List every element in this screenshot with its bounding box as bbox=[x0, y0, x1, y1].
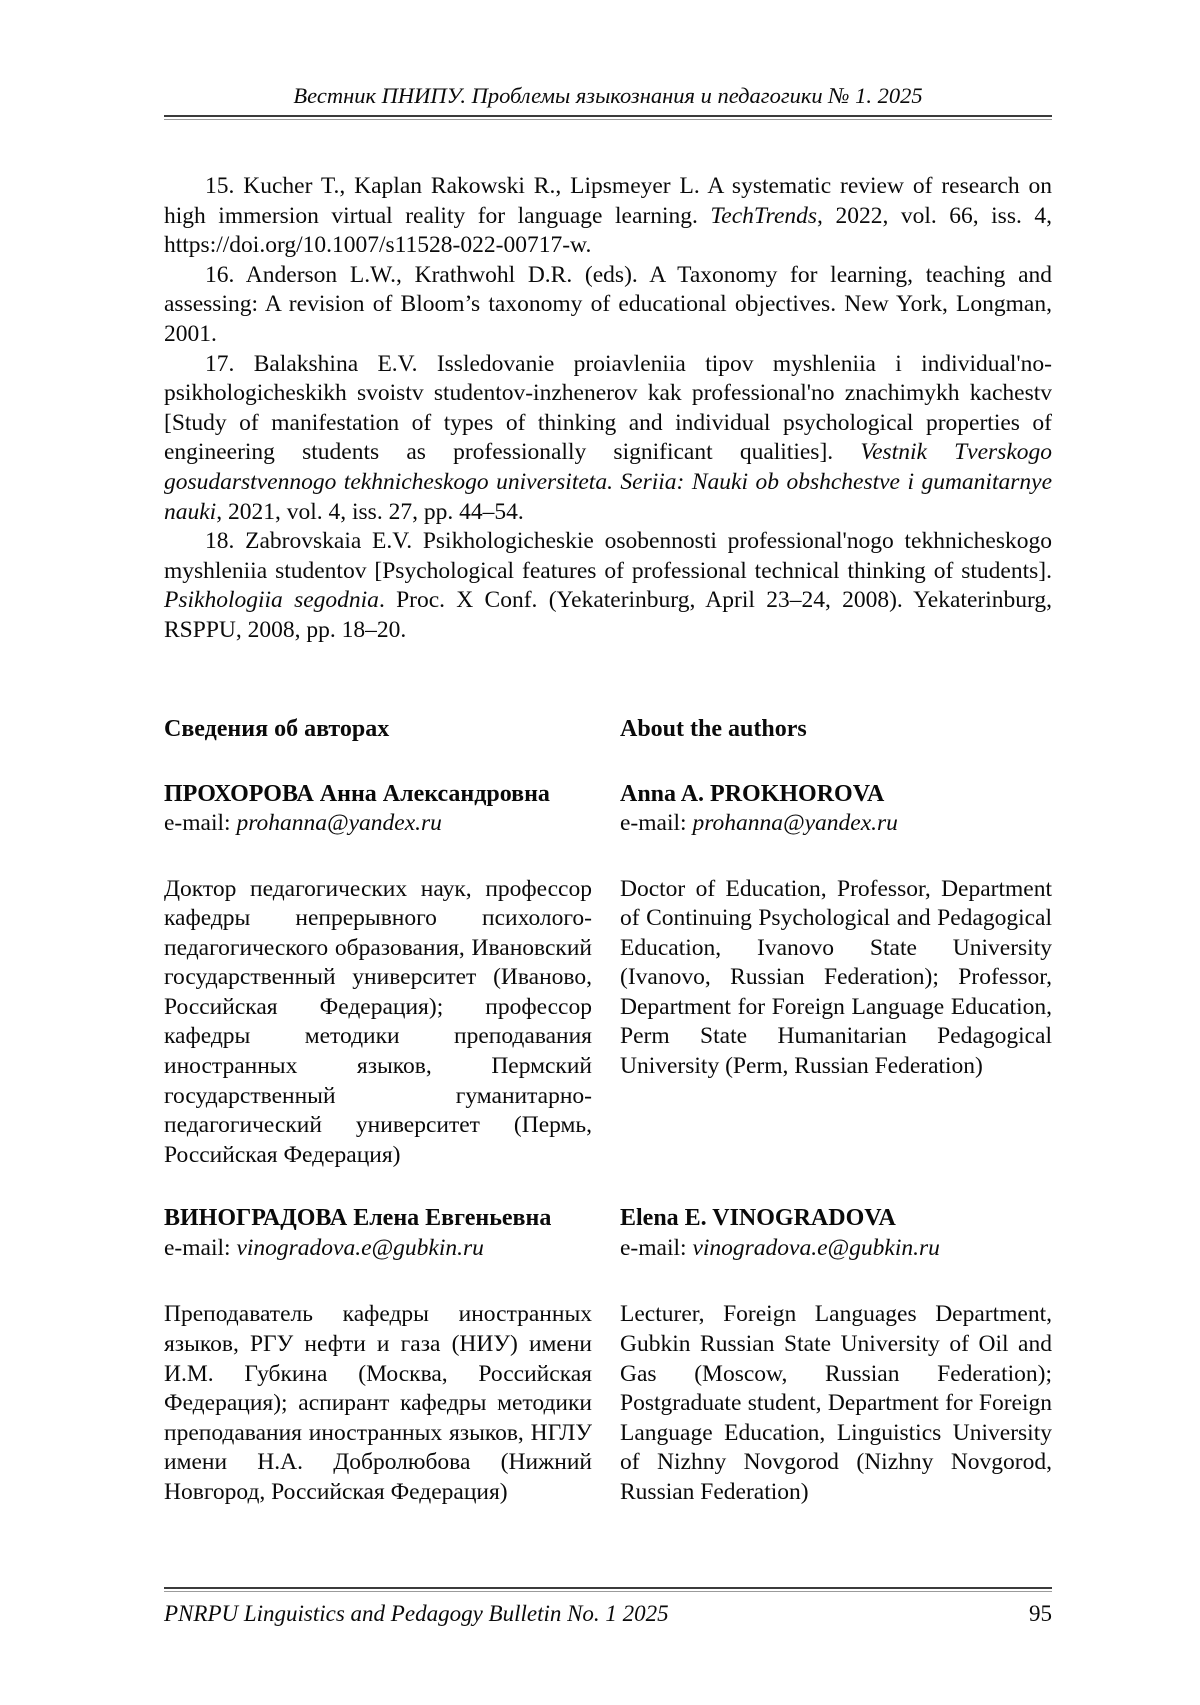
email-label: e-mail: bbox=[620, 810, 693, 836]
author-1-email: prohanna@yandex.ru bbox=[692, 810, 898, 836]
email-label: e-mail: bbox=[164, 1234, 237, 1261]
email-label: e-mail: bbox=[620, 1234, 693, 1261]
author-2-bio-ru: Преподаватель кафедры иностранных языков, РГУ нефти и газа (НИУ) имени И.М. Губкина (Москва, Российская Федерация); аспирант кафедры методики преподавания иностранных языков, НГЛУ имени Н.А. Добролюбова (Нижний Новгород, Российская Федерация) bbox=[164, 1301, 592, 1505]
author-1-name-ru: ПРОХОРОВА Анна Александровна bbox=[164, 780, 550, 807]
reference-item-17: 17. Balakshina E.V. Issledovanie proiavleniia tipov myshleniia i individual'no-psikhologicheskikh svoistv studentov-inzhenerov kak professional'no znachimykh kachestv [Study of manifestation of types of thinking and individual psychological properties of engineering students as professionally significant qualities]. Vestnik Tverskogo gosudarstvennogo tekhnicheskogo universiteta. Seriia: Nauki ob obshchestve i gumanitarnye nauki, 2021, vol. 4, iss. 27, pp. 44–54. bbox=[164, 350, 1052, 525]
email-label: e-mail: bbox=[164, 810, 237, 836]
author-2-name-en: Elena E. VINOGRADOVA bbox=[620, 1205, 896, 1232]
reference-item-15: 15. Kucher T., Kaplan Rakowski R., Lipsmeyer L. A systematic review of research on high immersion virtual reality for language learning. TechTrends, 2022, vol. 66, iss. 4, https://doi.org/10.1007/s11528-022-00717-w. bbox=[164, 173, 1052, 259]
header-rule bbox=[164, 115, 1052, 120]
author-1-bio-en: Doctor of Education, Professor, Department of Continuing Psychological and Pedagogical Education, Ivanovo State University (Ivanovo, Russian Federation); Professor, Department for Foreign Language Education, Perm State Humanitarian Pedagogical University (Perm, Russian Federation) bbox=[620, 875, 1052, 1080]
footer-rule bbox=[164, 1587, 1052, 1592]
reference-item-18: 18. Zabrovskaia E.V. Psikhologicheskie osobennosti professional'nogo tekhnicheskogo myshleniia studentov [Psychological features of professional technical thinking of students]. Psikhologiia segodnia. Proc. X Conf. (Yekaterinburg, April 23–24, 2008). Yekaterinburg, RSPPU, 2008, pp. 18–20. bbox=[164, 528, 1053, 643]
page-footer bbox=[164, 1582, 1052, 1629]
authors-heading-ru: Сведения об авторах bbox=[164, 715, 390, 742]
running-head-title: Вестник ПНИПУ. Проблемы языкознания и педагогики № 1. 2025 bbox=[293, 83, 923, 108]
author-1-email-line-ru bbox=[164, 809, 592, 839]
author-2-email: vinogradova.e@gubkin.ru bbox=[692, 1234, 940, 1261]
author-2-bio-en: Lecturer, Foreign Languages Department, Gubkin Russian State University of Oil and Gas (Moscow, Russian Federation); Postgraduate student, Department for Foreign Language Education, Linguistics University of Nizhny Novgorod (Nizhny Novgorod, Russian Federation) bbox=[620, 1301, 1052, 1505]
author-2-bios bbox=[164, 1300, 1052, 1507]
footer-journal-title: PNRPU Linguistics and Pedagogy Bulletin No. 1 2025 bbox=[164, 1601, 669, 1626]
authors-heading-en: About the authors bbox=[620, 715, 807, 742]
authors-section-headings bbox=[164, 714, 1052, 744]
author-1-email-line-en bbox=[620, 809, 1052, 839]
page-number: 95 bbox=[1029, 1601, 1052, 1626]
author-1-name-en: Anna A. PROKHOROVA bbox=[620, 780, 885, 807]
author-2-name-ru: ВИНОГРАДОВА Елена Евгеньевна bbox=[164, 1205, 552, 1232]
reference-item-16: 16. Anderson L.W., Krathwohl D.R. (eds). A Taxonomy for learning, teaching and assessing: A revision of Bloom’s taxonomy of educational objectives. New York, Longman, 2001. bbox=[164, 261, 1052, 347]
author-1-bio-ru: Доктор педагогических наук, профессор кафедры непрерывного психолого-педагогического образования, Ивановский государственный университет (Иваново, Российская Федерация); профессор кафедры методики преподавания иностранных языков, Пермский государственный гуманитарно-педагогический университет (Пермь, Российская Федерация) bbox=[164, 875, 592, 1168]
footer-row bbox=[164, 1599, 1052, 1629]
author-2-email-line-ru bbox=[164, 1234, 592, 1264]
author-2-email: vinogradova.e@gubkin.ru bbox=[236, 1234, 484, 1261]
references-list bbox=[164, 172, 1052, 646]
author-1-header bbox=[164, 780, 1052, 839]
author-2-header bbox=[164, 1204, 1052, 1263]
author-1-email: prohanna@yandex.ru bbox=[236, 810, 442, 836]
author-2-email-line-en bbox=[620, 1234, 1052, 1264]
author-1-bios bbox=[164, 875, 1052, 1171]
